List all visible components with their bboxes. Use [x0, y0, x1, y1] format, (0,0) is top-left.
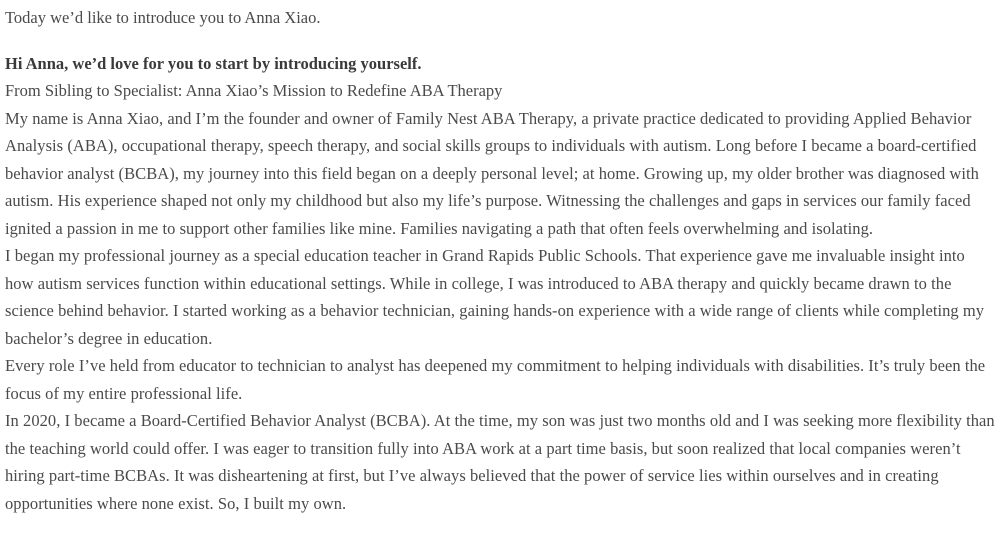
paragraph-1: My name is Anna Xiao, and I’m the founder and owner of Family Nest ABA Therapy, a private practice dedicated to providing Applied Behavior Analysis (ABA), occupational therapy, speech therapy, and social skills groups to individuals with autism. Long before I became a board-certified behavior analyst (BCBA), my journey into this field began on a deeply personal level; at home. Growing up, my older brother was diagnosed with autism. His experience shaped not only my childhood but also my life’s purpose. Witnessing the challenges and gaps in services our family faced ignited a passion in me to support other families like mine. Families navigating a path that often feels overwhelming and isolating. — [5, 108, 979, 238]
paragraph-4: In 2020, I became a Board-Certified Behavior Analyst (BCBA). At the time, my son was just two months old and I was seeking more flexibility than the teaching world could offer. I was eager to transition fully into ABA work at a part time basis, but soon realized that local companies weren’t hiring part-time BCBAs. It was disheartening at first, but I’ve always believed that the power of service lies within ourselves and in creating opportunities where none exist. So, I built my own. — [5, 411, 995, 513]
interview-question: Hi Anna, we’d love for you to start by introducing yourself. — [5, 53, 422, 73]
paragraph-3: Every role I’ve held from educator to technician to analyst has deepened my commitment to helping individuals with disabilities. It’s truly been the focus of my entire professional life. — [5, 356, 986, 403]
article-subtitle: From Sibling to Specialist: Anna Xiao’s Mission to Redefine ABA Therapy — [5, 81, 503, 100]
paragraph-2: I began my professional journey as a special education teacher in Grand Rapids Public Schools. That experience gave me invaluable insight into how autism services function within educational settings. While in college, I was introduced to ABA therapy and quickly became drawn to the science behind behavior. I started working as a behavior technician, gaining hands-on experience with a wide range of clients while completing my bachelor’s degree in education. — [5, 246, 985, 348]
intro-text: Today we’d like to introduce you to Anna Xiao. — [5, 8, 321, 27]
